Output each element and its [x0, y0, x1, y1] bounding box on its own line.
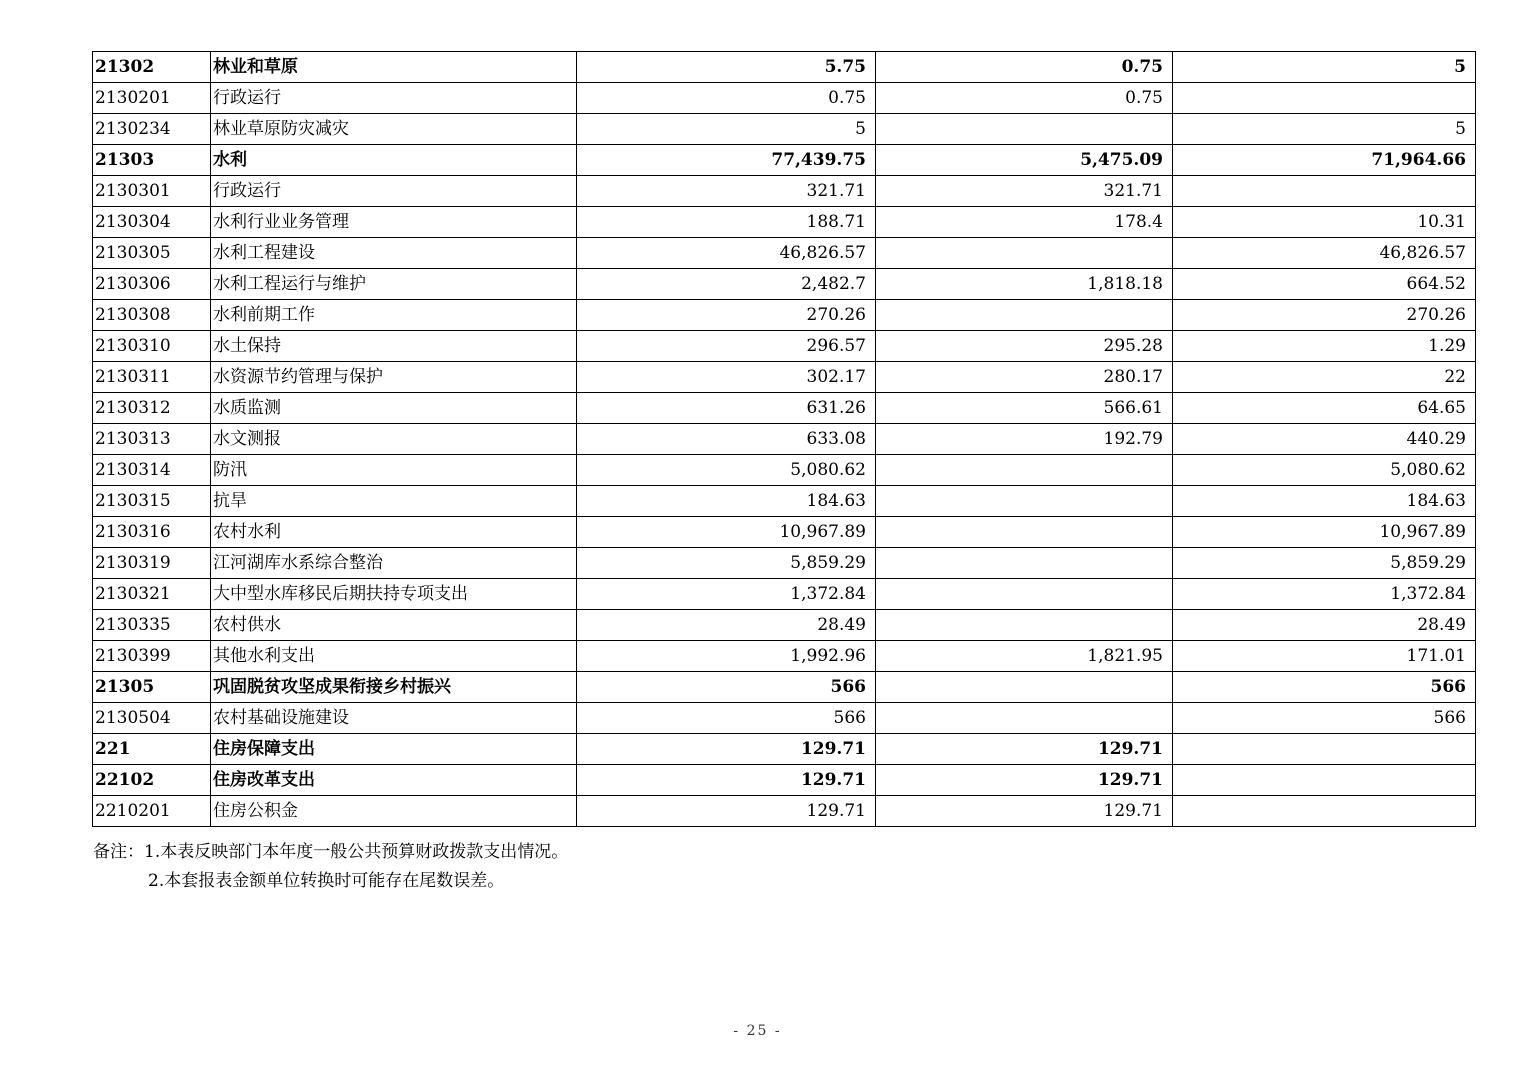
- cell-project: 184.63: [1173, 486, 1476, 517]
- cell-project: 64.65: [1173, 393, 1476, 424]
- table-row: [93, 83, 1476, 114]
- cell-name: 大中型水库移民后期扶持专项支出: [211, 579, 577, 610]
- cell-name: 农村水利: [211, 517, 577, 548]
- cell-basic: [876, 238, 1173, 269]
- cell-name: 行政运行: [211, 83, 577, 114]
- cell-project: 171.01: [1173, 641, 1476, 672]
- table-row: [93, 610, 1476, 641]
- cell-total: 28.49: [577, 610, 876, 641]
- cell-basic: [876, 703, 1173, 734]
- cell-basic: 566.61: [876, 393, 1173, 424]
- cell-project: 270.26: [1173, 300, 1476, 331]
- cell-total: 633.08: [577, 424, 876, 455]
- table-row: [93, 455, 1476, 486]
- cell-total: 566: [577, 672, 876, 703]
- cell-project: 10.31: [1173, 207, 1476, 238]
- cell-project: [1173, 734, 1476, 765]
- cell-name: 住房保障支出: [211, 734, 577, 765]
- cell-name: 住房公积金: [211, 796, 577, 827]
- cell-basic: [876, 548, 1173, 579]
- cell-basic: 0.75: [876, 83, 1173, 114]
- cell-project: 566: [1173, 672, 1476, 703]
- table-row: [93, 176, 1476, 207]
- cell-basic: [876, 300, 1173, 331]
- table-row: [93, 145, 1476, 176]
- cell-basic: 1,818.18: [876, 269, 1173, 300]
- table-row: [93, 238, 1476, 269]
- cell-project: [1173, 796, 1476, 827]
- cell-code: 22102: [93, 765, 211, 796]
- cell-code: 2130234: [93, 114, 211, 145]
- cell-project: [1173, 176, 1476, 207]
- table-row: [93, 486, 1476, 517]
- cell-code: 2130504: [93, 703, 211, 734]
- cell-name: 水利前期工作: [211, 300, 577, 331]
- cell-name: 水质监测: [211, 393, 577, 424]
- table-row: [93, 207, 1476, 238]
- cell-code: 2130310: [93, 331, 211, 362]
- cell-total: 129.71: [577, 765, 876, 796]
- note-line-1: 备注：1.本表反映部门本年度一般公共预算财政拨款支出情况。: [93, 842, 569, 862]
- cell-name: 农村供水: [211, 610, 577, 641]
- table-row: [93, 331, 1476, 362]
- cell-project: 5: [1173, 52, 1476, 83]
- cell-project: 664.52: [1173, 269, 1476, 300]
- cell-name: 水利行业业务管理: [211, 207, 577, 238]
- cell-basic: [876, 517, 1173, 548]
- budget-table: [92, 51, 1476, 827]
- cell-basic: 295.28: [876, 331, 1173, 362]
- cell-total: 321.71: [577, 176, 876, 207]
- cell-name: 住房改革支出: [211, 765, 577, 796]
- cell-project: 28.49: [1173, 610, 1476, 641]
- cell-name: 水利工程建设: [211, 238, 577, 269]
- table-row: [93, 641, 1476, 672]
- cell-total: 184.63: [577, 486, 876, 517]
- cell-basic: [876, 610, 1173, 641]
- cell-total: 1,992.96: [577, 641, 876, 672]
- cell-code: 2130308: [93, 300, 211, 331]
- cell-total: 296.57: [577, 331, 876, 362]
- table-row: [93, 796, 1476, 827]
- cell-code: 2130314: [93, 455, 211, 486]
- cell-basic: 129.71: [876, 796, 1173, 827]
- cell-name: 水文测报: [211, 424, 577, 455]
- cell-name: 水利: [211, 145, 577, 176]
- cell-basic: [876, 672, 1173, 703]
- table-body: [93, 52, 1476, 827]
- cell-code: 221: [93, 734, 211, 765]
- cell-name: 巩固脱贫攻坚成果衔接乡村振兴: [211, 672, 577, 703]
- table-row: [93, 672, 1476, 703]
- cell-name: 行政运行: [211, 176, 577, 207]
- cell-total: 1,372.84: [577, 579, 876, 610]
- cell-project: 566: [1173, 703, 1476, 734]
- cell-name: 水资源节约管理与保护: [211, 362, 577, 393]
- cell-basic: 1,821.95: [876, 641, 1173, 672]
- cell-project: 10,967.89: [1173, 517, 1476, 548]
- cell-name: 抗旱: [211, 486, 577, 517]
- cell-basic: 129.71: [876, 765, 1173, 796]
- cell-code: 21302: [93, 52, 211, 83]
- cell-code: 2130315: [93, 486, 211, 517]
- cell-total: 129.71: [577, 734, 876, 765]
- cell-name: 江河湖库水系综合整治: [211, 548, 577, 579]
- note-line-2: 2.本套报表金额单位转换时可能存在尾数误差。: [148, 871, 505, 891]
- cell-code: 2210201: [93, 796, 211, 827]
- cell-name: 林业草原防灾减灾: [211, 114, 577, 145]
- cell-basic: [876, 579, 1173, 610]
- cell-code: 2130305: [93, 238, 211, 269]
- table-row: [93, 424, 1476, 455]
- cell-name: 水利工程运行与维护: [211, 269, 577, 300]
- cell-total: 0.75: [577, 83, 876, 114]
- page-number: - 25 -: [733, 1023, 782, 1039]
- cell-project: 22: [1173, 362, 1476, 393]
- cell-code: 21303: [93, 145, 211, 176]
- cell-total: 129.71: [577, 796, 876, 827]
- cell-code: 2130335: [93, 610, 211, 641]
- cell-project: 71,964.66: [1173, 145, 1476, 176]
- cell-total: 566: [577, 703, 876, 734]
- cell-basic: 5,475.09: [876, 145, 1173, 176]
- table-row: [93, 269, 1476, 300]
- cell-total: 2,482.7: [577, 269, 876, 300]
- cell-basic: 321.71: [876, 176, 1173, 207]
- cell-total: 188.71: [577, 207, 876, 238]
- cell-basic: [876, 114, 1173, 145]
- cell-name: 其他水利支出: [211, 641, 577, 672]
- cell-basic: [876, 455, 1173, 486]
- cell-code: 21305: [93, 672, 211, 703]
- cell-project: 5: [1173, 114, 1476, 145]
- cell-code: 2130316: [93, 517, 211, 548]
- table-row: [93, 114, 1476, 145]
- cell-basic: [876, 486, 1173, 517]
- cell-total: 10,967.89: [577, 517, 876, 548]
- table-row: [93, 300, 1476, 331]
- cell-code: 2130311: [93, 362, 211, 393]
- cell-code: 2130313: [93, 424, 211, 455]
- cell-total: 270.26: [577, 300, 876, 331]
- cell-code: 2130319: [93, 548, 211, 579]
- cell-basic: 280.17: [876, 362, 1173, 393]
- table-row: [93, 362, 1476, 393]
- cell-name: 农村基础设施建设: [211, 703, 577, 734]
- cell-code: 2130312: [93, 393, 211, 424]
- cell-total: 631.26: [577, 393, 876, 424]
- cell-code: 2130399: [93, 641, 211, 672]
- cell-name: 防汛: [211, 455, 577, 486]
- cell-project: 5,080.62: [1173, 455, 1476, 486]
- cell-total: 5,080.62: [577, 455, 876, 486]
- cell-code: 2130304: [93, 207, 211, 238]
- cell-name: 林业和草原: [211, 52, 577, 83]
- cell-basic: 0.75: [876, 52, 1173, 83]
- cell-project: 5,859.29: [1173, 548, 1476, 579]
- cell-code: 2130306: [93, 269, 211, 300]
- table-row: [93, 734, 1476, 765]
- cell-project: 1,372.84: [1173, 579, 1476, 610]
- table-row: [93, 52, 1476, 83]
- table-row: [93, 548, 1476, 579]
- cell-basic: 178.4: [876, 207, 1173, 238]
- cell-project: [1173, 765, 1476, 796]
- cell-total: 5: [577, 114, 876, 145]
- cell-project: 440.29: [1173, 424, 1476, 455]
- cell-total: 5.75: [577, 52, 876, 83]
- cell-project: 1.29: [1173, 331, 1476, 362]
- table-row: [93, 703, 1476, 734]
- cell-project: 46,826.57: [1173, 238, 1476, 269]
- table-row: [93, 517, 1476, 548]
- cell-basic: 192.79: [876, 424, 1173, 455]
- cell-basic: 129.71: [876, 734, 1173, 765]
- cell-project: [1173, 83, 1476, 114]
- cell-code: 2130321: [93, 579, 211, 610]
- table-row: [93, 765, 1476, 796]
- cell-code: 2130201: [93, 83, 211, 114]
- cell-total: 5,859.29: [577, 548, 876, 579]
- cell-total: 77,439.75: [577, 145, 876, 176]
- cell-total: 46,826.57: [577, 238, 876, 269]
- cell-total: 302.17: [577, 362, 876, 393]
- table-row: [93, 579, 1476, 610]
- table-row: [93, 393, 1476, 424]
- cell-code: 2130301: [93, 176, 211, 207]
- cell-name: 水土保持: [211, 331, 577, 362]
